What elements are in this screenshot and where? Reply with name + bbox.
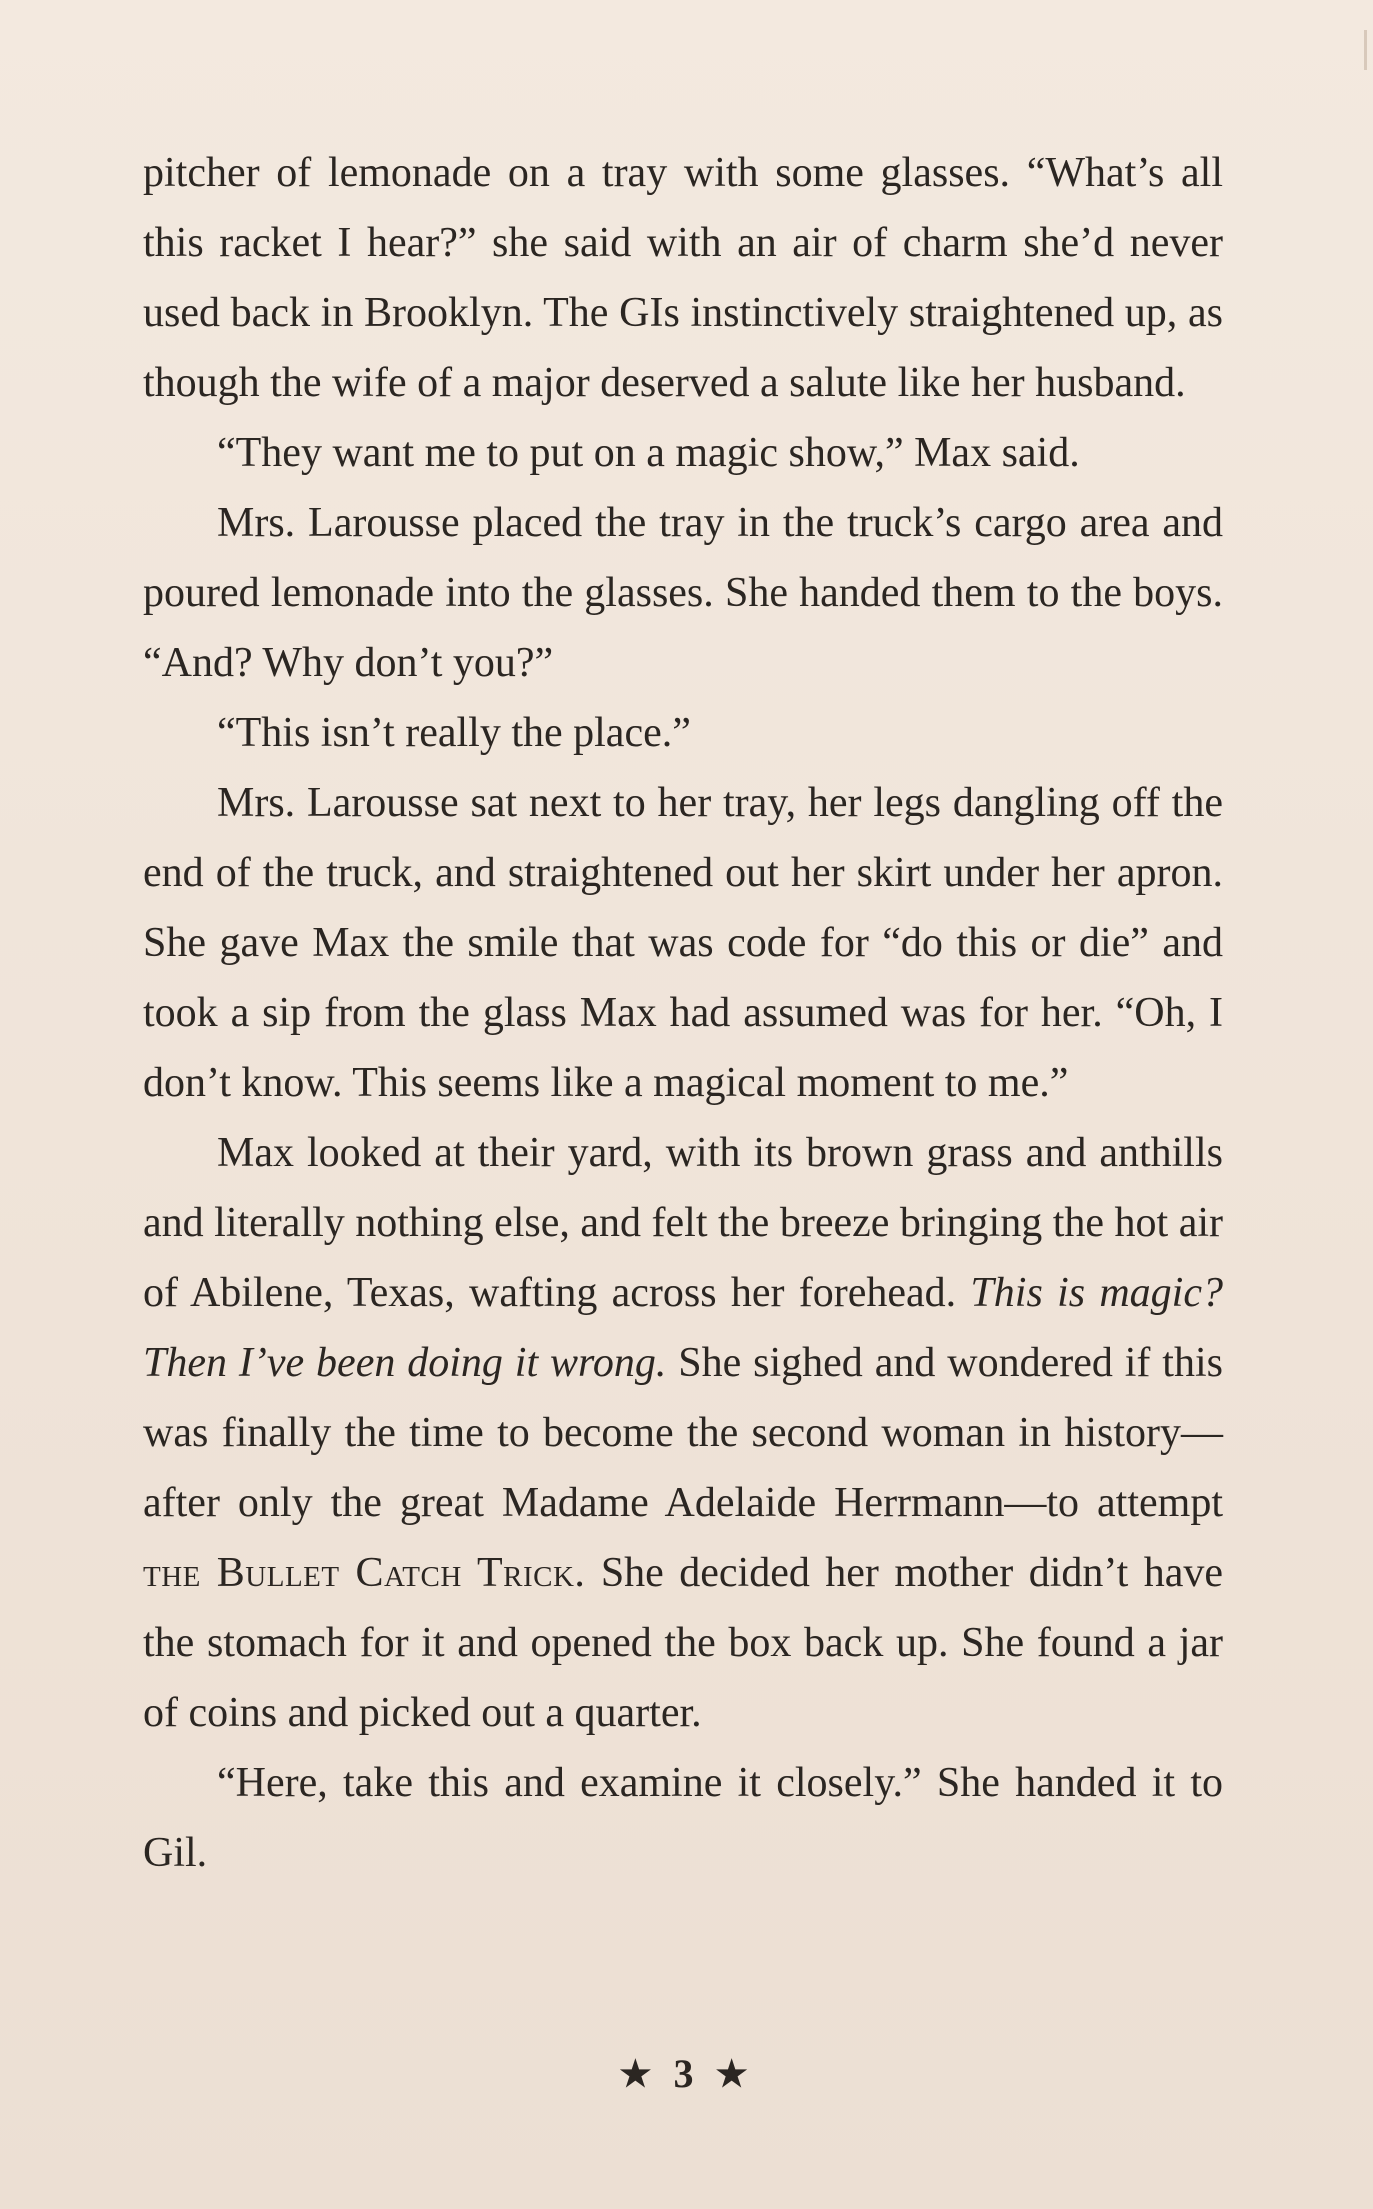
- body-text: [143, 138, 1223, 1888]
- paragraph-6-part-b: She sighed and wondered if this was finally the time to become the second woman in history—after only the great Madame Adelaide Herrmann—to attempt: [143, 1340, 1223, 1526]
- paragraph-1: pitcher of lemonade on a tray with some glasses. “What’s all this racket I hear?” she said with an air of charm she’d never used back in Brooklyn. The GIs instinctively straightened up, as though the wife of a major deserved a salute like her husband.: [143, 150, 1223, 406]
- paragraph-6-italic-thought: This is magic? Then I’ve been doing it wrong.: [143, 1270, 1223, 1386]
- page-number: 3: [673, 2051, 700, 2097]
- page-edge-mark: [1364, 30, 1367, 70]
- paragraph-5: Mrs. Larousse sat next to her tray, her legs dangling off the end of the truck, and straightened out her skirt under her apron. She gave Max the smile that was code for “do this or die” and took a sip from the glass Max had assumed was for her. “Oh, I don’t know. This seems like a magical moment to me.”: [143, 780, 1223, 1106]
- paragraph-6: [143, 1118, 1223, 1748]
- page-number-footer: [0, 2046, 1373, 2097]
- paragraph-3: Mrs. Larousse placed the tray in the truck’s cargo area and poured lemonade into the glasses. She handed them to the boys. “And? Why don’t you?”: [143, 500, 1223, 686]
- paragraph-6-part-a: Max looked at their yard, with its brown grass and anthills and literally nothing else, and felt the breeze bringing the hot air of Abilene, Texas, wafting across her forehead.: [143, 1130, 1223, 1316]
- paragraph-7: “Here, take this and examine it closely.” She handed it to Gil.: [143, 1760, 1223, 1876]
- paragraph-2: “They want me to put on a magic show,” Max said.: [217, 430, 1080, 476]
- paragraph-6-part-c: She decided her mother didn’t have the stomach for it and opened the box back up. She found a jar of coins and picked out a quarter.: [143, 1550, 1223, 1736]
- paragraph-6-trick-name: the Bullet Catch Trick.: [143, 1550, 586, 1596]
- star-icon-left: ★: [619, 2053, 658, 2094]
- paragraph-4: “This isn’t really the place.”: [217, 710, 691, 756]
- star-icon-right: ★: [715, 2053, 754, 2094]
